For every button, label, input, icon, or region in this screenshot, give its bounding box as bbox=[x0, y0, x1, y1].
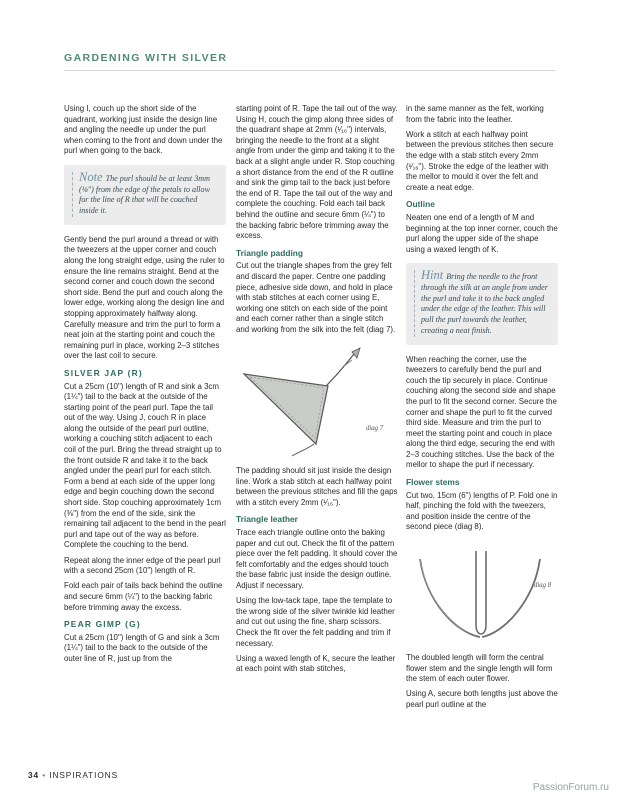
heading-pear-gimp: PEAR GIMP (G) bbox=[64, 619, 141, 630]
diagram-8 bbox=[406, 541, 558, 649]
watermark: PassionForum.ru bbox=[532, 782, 609, 793]
paragraph: Cut two, 15cm (6") lengths of P. Fold one in half, pinching the fold with the tweezers, and position inside the centre of the second piece (diag 8). bbox=[406, 490, 558, 532]
heading-triangle-padding: Triangle padding bbox=[236, 247, 304, 258]
diagram-8-label: diag 8 bbox=[534, 582, 552, 590]
heading-triangle-leather: Triangle leather bbox=[236, 514, 298, 525]
heading-flower-stems: Flower stems bbox=[406, 477, 460, 488]
header-rule bbox=[64, 70, 555, 71]
section-header: GARDENING WITH SILVER bbox=[64, 52, 228, 64]
paragraph: Fold each pair of tails back behind the outline and secure 6mm (¼") to the backing fabric before trimming away the excess. bbox=[64, 581, 223, 612]
heading-outline: Outline bbox=[406, 199, 435, 210]
page-footer: 34 • INSPIRATIONS bbox=[28, 770, 118, 780]
diagram-7 bbox=[236, 340, 398, 462]
diagram-7-label: diag 7 bbox=[366, 425, 384, 433]
paragraph: Gently bend the purl around a thread or with the tweezers at the upper corner and couch along the long straight edge, using the ruler to ensure the line remains straight. Bend at the second corner and couch down the second short side. Bend the purl and couch along the lower edge, working along the design line and stopping approximately halfway along. Carefully measure and trim the purl to form a neat join at the starting point and couch the remaining purl in place, working 2–3 stitches over the last coil to secure. bbox=[64, 234, 225, 361]
hint-text: Bring the needle to the front through the silk at an angle from under the purl and take it to the back angled under the edge of the leather. This will pull the purl towards the leather, creating a neat finish. bbox=[421, 272, 548, 335]
paragraph: in the same manner as the felt, working from the fabric into the leather. bbox=[406, 104, 544, 124]
note-text: The purl should be at least 3mm (⅛") from the edge of the petals to allow for the line of R that will be couched inside it. bbox=[79, 173, 211, 216]
paragraph: Cut a 25cm (10") length of G and sink a 3cm (1¼") tail to the back to the outside of the outer line of R, just up from the bbox=[64, 632, 220, 663]
column-2 bbox=[236, 104, 398, 680]
column-1 bbox=[64, 104, 226, 669]
hint-box bbox=[406, 263, 558, 344]
paragraph: The padding should sit just inside the design line. Work a stab stitch at each halfway point between the previous stitches and fill the gaps with a stitch every 2mm (¹⁄₁₆"). bbox=[236, 466, 398, 507]
paragraph: Neaten one end of a length of M and beginning at the top inner corner, couch the purl along the upper side of the shape using a waxed length of K. bbox=[406, 212, 558, 254]
page-number: 34 bbox=[28, 770, 40, 780]
triangle-padding-illustration bbox=[236, 340, 398, 462]
hint-label: Hint bbox=[421, 268, 444, 283]
paragraph: Repeat along the inner edge of the pearl purl with a second 25cm (10") length of R. bbox=[64, 555, 221, 576]
paragraph: Cut a 25cm (10") length of R and sink a 3cm (1¼") tail to the back at the outside of the starting point of the pearl purl. Tape the tail out of the way. Using J, couch R in place along the outside of the pearl purl outline, working a couching stitch adjacent to each coil of the purl. Bring the thread straight up to the front outside R and take it to the back angled under the pearl purl for each stitch. Form a bend at each side of the upper long edge and begin couching down the second short side. Stop couching approximately 1cm (⅜") from the end of the side, sink the remaining tail adjacent to the bend in the pearl purl and tape out of the way as before. Complete the couching to the bend. bbox=[64, 381, 226, 550]
note-box bbox=[64, 165, 226, 225]
flower-stems-illustration bbox=[406, 541, 558, 649]
note-label: Note bbox=[79, 169, 103, 184]
paragraph: Using I, couch up the short side of the quadrant, working just inside the design line and angling the needle up under the purl when coming to the front and down under the purl when going to the back. bbox=[64, 104, 223, 156]
paragraph: Work a stitch at each halfway point between the previous stitches then secure the edge with a stab stitch every 2mm (¹⁄₁₆"). Stroke the edge of the leather with the mellor to mould it over the felt and create a neat edge. bbox=[406, 129, 554, 192]
paragraph: When reaching the corner, use the tweezers to carefully bend the purl and couch the tip securely in place. Continue couching along the second side and shape the purl to fit the second corner. Secure the corner and shape the purl to fit the curved third side. Measure and trim the purl to meet the starting point and couch in place along the third edge, securing the end with 2–3 couching stitches. Use the back of the mellor to shape the purl if necessary. bbox=[406, 354, 557, 470]
paragraph: The doubled length will form the central flower stem and the single length will form the stem of each outer flower. bbox=[406, 653, 553, 684]
paragraph: Using the low-tack tape, tape the template to the wrong side of the silver twinkle kid leather and cut out using the fine, sharp scissors. Check the fit over the felt padding and trim if necessary. bbox=[236, 596, 395, 648]
paragraph: Using A, secure both lengths just above the pearl purl outline at the bbox=[406, 689, 558, 709]
paragraph: Using a waxed length of K, secure the leather at each point with stab stitches, bbox=[236, 653, 396, 674]
heading-silver-jap: SILVER JAP (R) bbox=[64, 367, 143, 378]
paragraph: Trace each triangle outline onto the baking paper and cut out. Check the fit of the pattern piece over the felt padding. It should cover the felt comfortably and the edges should touch the base fabric just inside the design outline. Adjust if necessary. bbox=[236, 528, 398, 590]
column-3 bbox=[406, 104, 558, 715]
paragraph: Cut out the triangle shapes from the grey felt and discard the paper. Centre one padding piece, adhesive side down, and hold in place with stab stitches at each corner using E, working one stitch on each side of the point and each corner rather than a single stitch and working from the silk into the felt (diag 7). bbox=[236, 261, 396, 334]
publication-title: INSPIRATIONS bbox=[49, 770, 118, 780]
paragraph: starting point of R. Tape the tail out of the way. Using H, couch the gimp along three sides of the quadrant shape at 2mm (¹⁄₁₆") intervals, bringing the needle to the front at a slight angle from under the gimp and taking it to the back at a slight angle under R. Stop couching a short distance from the end of the R outline and sink the gimp tail to the back just before the end of R. Tape the tail out of the way and complete the couching. Fold each tail back behind the outline and secure 6mm (¼") to the backing fabric before trimming away the excess. bbox=[236, 104, 398, 241]
